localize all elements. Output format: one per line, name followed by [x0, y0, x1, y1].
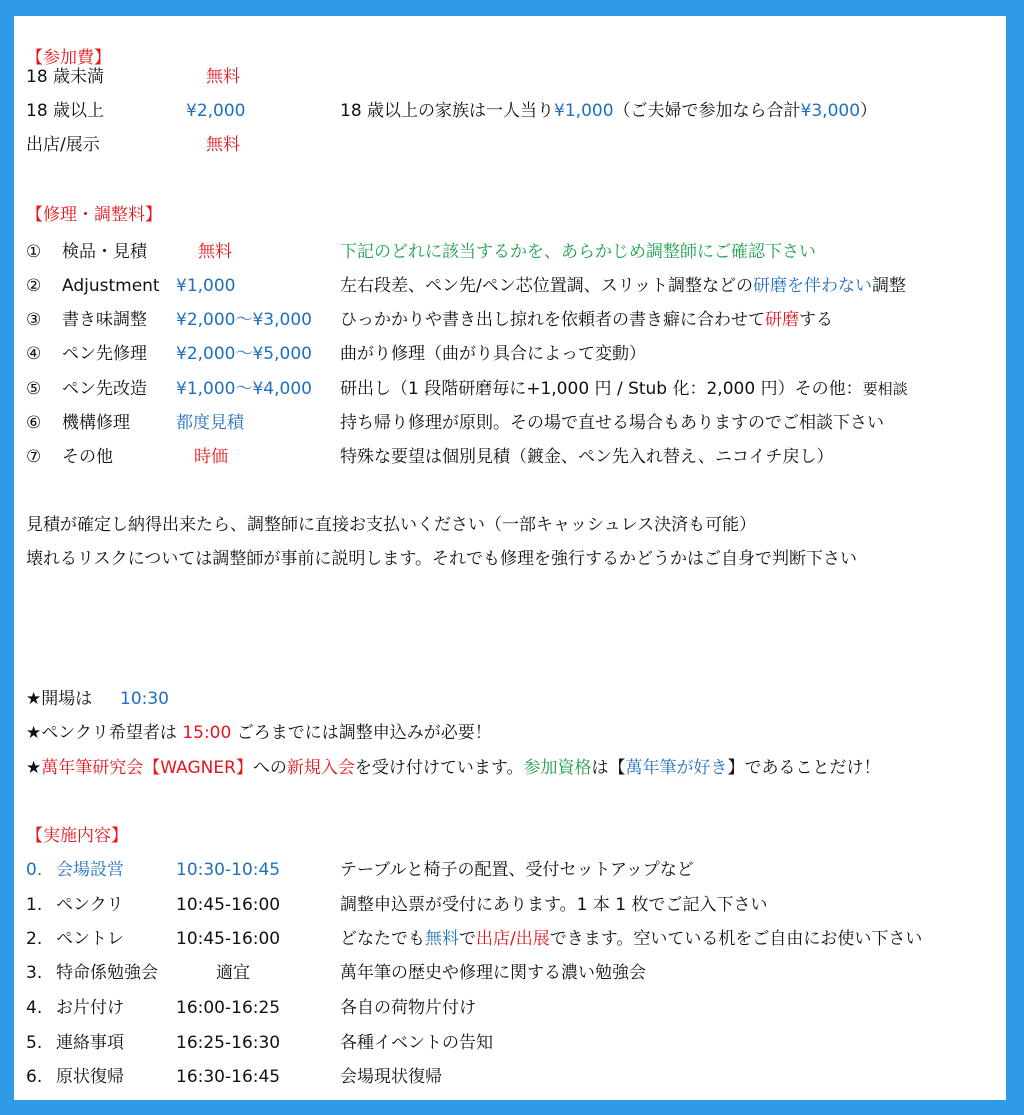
- repair-row: ⑤ ペン先改造 ¥1,000～¥4,000 研出し（1 段階研磨毎に+1,000 円 / Stub 化：2,000 円）その他：要相談: [26, 379, 908, 399]
- fees-heading: 【参加費】: [26, 48, 111, 68]
- fee-note: 18 歳以上の家族は一人当り¥1,000（ご夫婦で参加なら合計¥3,000）: [340, 101, 878, 121]
- schedule-row: 4. お片付け 16:00-16:25 各自の荷物片付け: [26, 998, 476, 1018]
- repair-row: ⑥ 機構修理 都度見積 持ち帰り修理が原則。その場で直せる場合もありますのでご相談下さい: [26, 413, 884, 433]
- fee-price: 無料: [206, 135, 240, 155]
- fee-row-under18: [14, 60, 1006, 94]
- repair-row: ① 検品・見積 無料 下記のどれに該当するかを、あらかじめ調整師にご確認下さい: [26, 242, 816, 262]
- schedule-row: 5. 連絡事項 16:25-16:30 各種イベントの告知: [26, 1033, 493, 1053]
- pencli-announcement: ★ペンクリ希望者は 15:00 ごろまでには調整申込みが必要！: [26, 723, 492, 743]
- fee-row-exhibit: [14, 128, 1006, 162]
- document-sheet: [14, 16, 1006, 1100]
- repair-row: ② Adjustment ¥1,000 左右段差、ペン先/ペン芯位置調、スリット調整などの研磨を伴わない調整: [26, 276, 907, 296]
- repair-row: ⑦ その他 時価 特殊な要望は個別見積（鍍金、ペン先入れ替え、ニコイチ戻し）: [26, 447, 834, 467]
- repair-heading: 【修理・調整料】: [26, 205, 162, 225]
- repair-row: ③ 書き味調整 ¥2,000～¥3,000 ひっかかりや書き出し掠れを依頼者の書き癖に合わせて研磨する: [26, 310, 833, 330]
- open-time-announcement: ★開場は 10:30: [26, 689, 169, 709]
- fee-label: 18 歳未満: [26, 67, 105, 87]
- repair-row: ④ ペン先修理 ¥2,000～¥5,000 曲がり修理（曲がり具合によって変動）: [26, 344, 646, 364]
- fee-price: ¥2,000: [186, 101, 246, 121]
- schedule-row: 1. ペンクリ 10:45-16:00 調整申込票が受付にあります。1 本 1 枚でご記入下さい: [26, 895, 768, 915]
- fee-label: 18 歳以上: [26, 101, 105, 121]
- schedule-row: 2. ペントレ 10:45-16:00 どなたでも無料で出店/出展できます。空いている机をご自由にお使い下さい: [26, 929, 923, 949]
- fee-price: 無料: [206, 67, 240, 87]
- fee-row-over18: [14, 94, 1006, 128]
- schedule-row: 0. 会場設営 10:30-10:45 テーブルと椅子の配置、受付セットアップなど: [26, 860, 694, 880]
- wagner-announcement: ★萬年筆研究会【WAGNER】への新規入会を受け付けています。参加資格は【萬年筆が好き】であることだけ！: [26, 758, 881, 778]
- risk-note: 壊れるリスクについては調整師が事前に説明します。それでも修理を強行するかどうかはご自身で判断下さい: [26, 549, 857, 569]
- fee-label: 出店/展示: [26, 135, 100, 155]
- payment-note: 見積が確定し納得出来たら、調整師に直接お支払いください（一部キャッシュレス決済も可能）: [26, 515, 757, 535]
- schedule-row: 3. 特命係勉強会 適宜 萬年筆の歴史や修理に関する濃い勉強会: [26, 963, 646, 983]
- schedule-row: 6. 原状復帰 16:30-16:45 会場現状復帰: [26, 1067, 442, 1087]
- schedule-heading: 【実施内容】: [26, 826, 128, 846]
